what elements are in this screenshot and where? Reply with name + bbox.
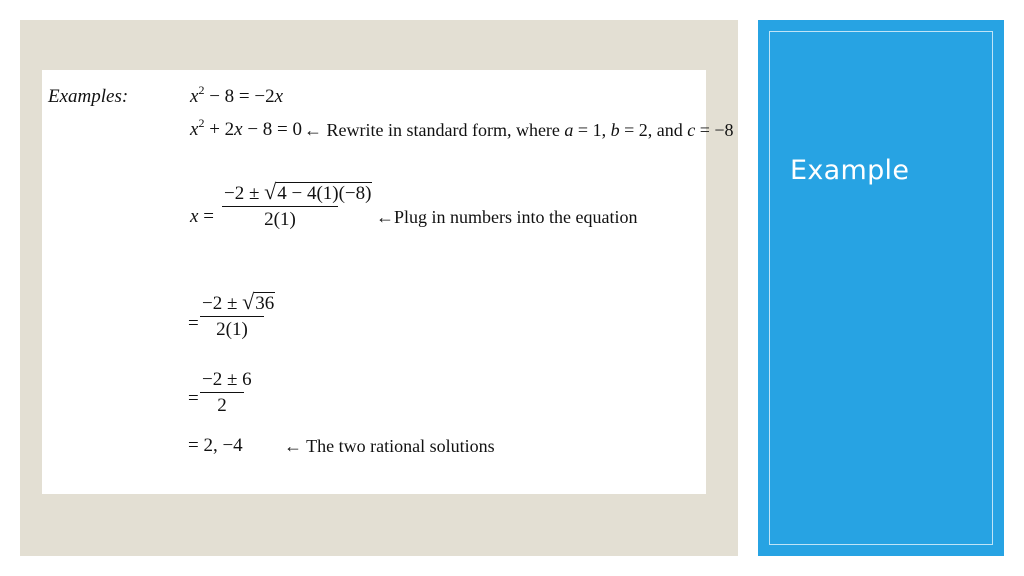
note-plug-in: ←Plug in numbers into the equation: [376, 207, 638, 227]
formula-lhs: x =: [190, 206, 214, 227]
left-arrow-icon: ←: [376, 207, 394, 227]
formula-numerator: −2 ± √4 − 4(1)(−8): [222, 180, 338, 207]
step3-eq: =: [188, 388, 199, 409]
title-panel-border: [769, 31, 993, 545]
note-solutions: ← The two rational solutions: [284, 436, 495, 456]
math-example-image: [42, 70, 734, 494]
left-arrow-icon: ←: [304, 120, 322, 140]
title-panel: [758, 20, 1004, 556]
step2-fraction: [200, 289, 275, 343]
formula-fraction: [222, 179, 372, 233]
step3-denominator: 2: [217, 395, 227, 416]
equation-original: $x^2 - 8 = -2x$: [190, 82, 284, 107]
examples-label: Examples:: [48, 86, 129, 107]
equation-standard-form: $x^2 + 2x - 8 = 0$: [190, 115, 303, 140]
square-root-icon: √: [264, 179, 277, 204]
result: = 2, −4: [188, 435, 243, 456]
step3-numerator: −2 ± 6: [200, 368, 244, 393]
slide-title: Example: [790, 155, 910, 186]
step3-fraction: [200, 368, 252, 419]
left-arrow-icon: ←: [284, 436, 302, 456]
square-root-icon: √: [242, 289, 255, 314]
formula-denominator: 2(1): [264, 209, 296, 230]
step2-numerator: −2 ± √36: [200, 290, 264, 317]
note-standard-form: ← Rewrite in standard form, where a = 1, b = 2, and c = −8: [304, 120, 734, 140]
step2-denominator: 2(1): [216, 319, 248, 340]
step2-eq: =: [188, 313, 199, 334]
